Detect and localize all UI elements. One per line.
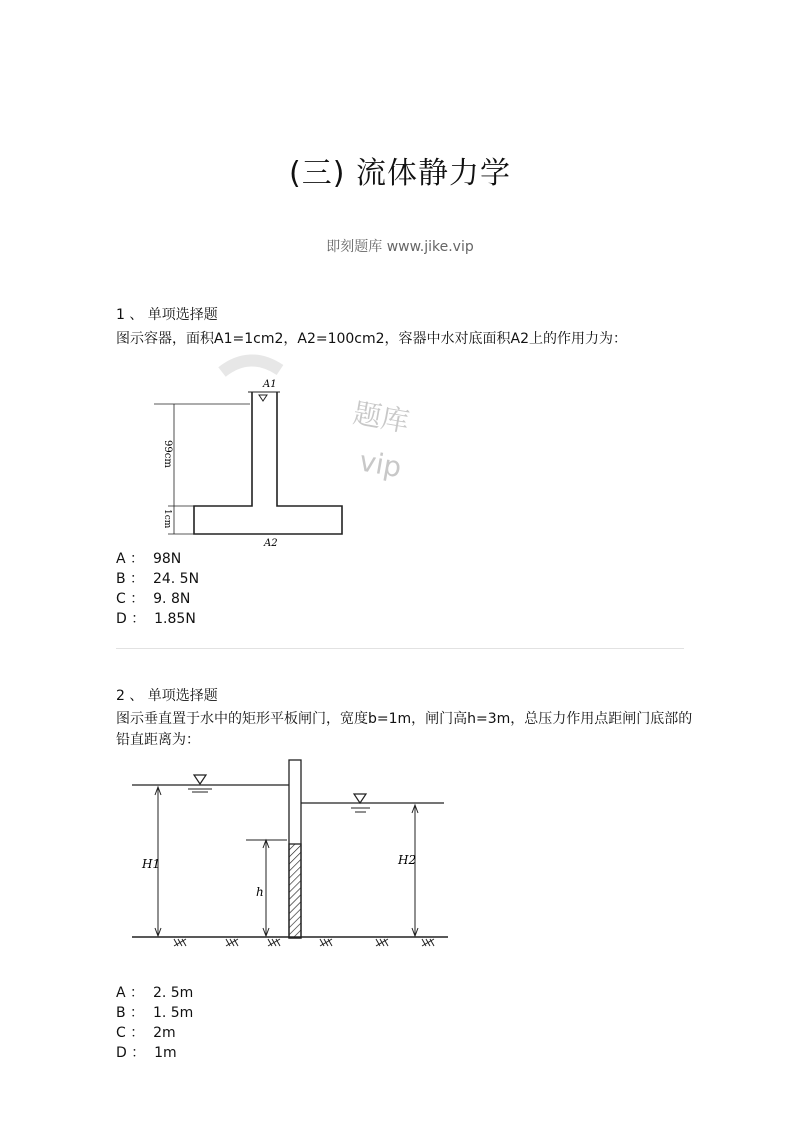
- question-2-options: [116, 983, 193, 1063]
- left-surface-triangle: [194, 775, 206, 784]
- question-1-heading: 1 、 单项选择题: [116, 307, 218, 323]
- watermark-logo: [222, 360, 280, 372]
- option-letter: A: [116, 551, 126, 567]
- option-b[interactable]: B ： 1. 5m: [116, 1005, 194, 1021]
- option-text: 9. 8N: [153, 591, 191, 607]
- question-2-heading: 2 、 单项选择题: [116, 688, 218, 704]
- label-h2: H2: [398, 853, 417, 867]
- free-surface-triangle: [259, 395, 267, 401]
- option-a[interactable]: A ： 98N: [116, 551, 182, 567]
- option-text: 98N: [152, 551, 182, 567]
- label-a2: A2: [264, 538, 278, 549]
- option-c[interactable]: C ： 9. 8N: [116, 591, 191, 607]
- option-text: 24. 5N: [152, 571, 200, 587]
- container-outline: [194, 392, 342, 534]
- question-2-text: 图示垂直置于水中的矩形平板闸门，宽度b=1m，闸门高h=3m，总压力作用点距闸门底部的铅直距离为：: [116, 711, 693, 748]
- option-letter: C: [116, 591, 126, 607]
- watermark-text-1: 题库: [350, 396, 412, 439]
- option-letter: C: [116, 1025, 126, 1041]
- option-text: 2m: [153, 1025, 176, 1041]
- label-1cm: 1cm: [162, 509, 172, 529]
- label-h: h: [256, 885, 264, 899]
- option-b[interactable]: B ： 24. 5N: [116, 571, 200, 587]
- question-1-options: [116, 549, 199, 629]
- watermark-text-2: vip: [356, 444, 404, 485]
- option-a[interactable]: A ： 2. 5m: [116, 985, 194, 1001]
- option-text: 1.85N: [154, 611, 196, 627]
- label-h1: H1: [142, 857, 161, 871]
- option-letter: B: [116, 1005, 126, 1021]
- option-text: 1. 5m: [152, 1005, 194, 1021]
- option-text: 2. 5m: [152, 985, 194, 1001]
- option-c[interactable]: C ： 2m: [116, 1025, 176, 1041]
- right-surface-triangle: [354, 794, 366, 803]
- label-a1: A1: [263, 379, 277, 390]
- page-subtitle: 即刻题库 www.jike.vip: [326, 239, 474, 255]
- option-d[interactable]: D ： 1m: [116, 1045, 177, 1061]
- gate-plate: [289, 844, 301, 938]
- question-1-figure: [140, 352, 440, 552]
- ground-hatch: [174, 939, 434, 946]
- question-divider: [116, 648, 684, 649]
- option-letter: D: [116, 1045, 127, 1061]
- option-letter: B: [116, 571, 126, 587]
- option-letter: A: [116, 985, 126, 1001]
- label-99cm: 99cm: [162, 440, 173, 468]
- option-d[interactable]: D ： 1.85N: [116, 611, 196, 627]
- page-title: (三) 流体静力学: [289, 156, 511, 191]
- option-letter: D: [116, 611, 127, 627]
- question-2-figure: [128, 756, 458, 952]
- option-text: 1m: [154, 1045, 177, 1061]
- question-1-text: 图示容器，面积A1=1cm2，A2=100cm2，容器中水对底面积A2上的作用力为：: [116, 331, 628, 347]
